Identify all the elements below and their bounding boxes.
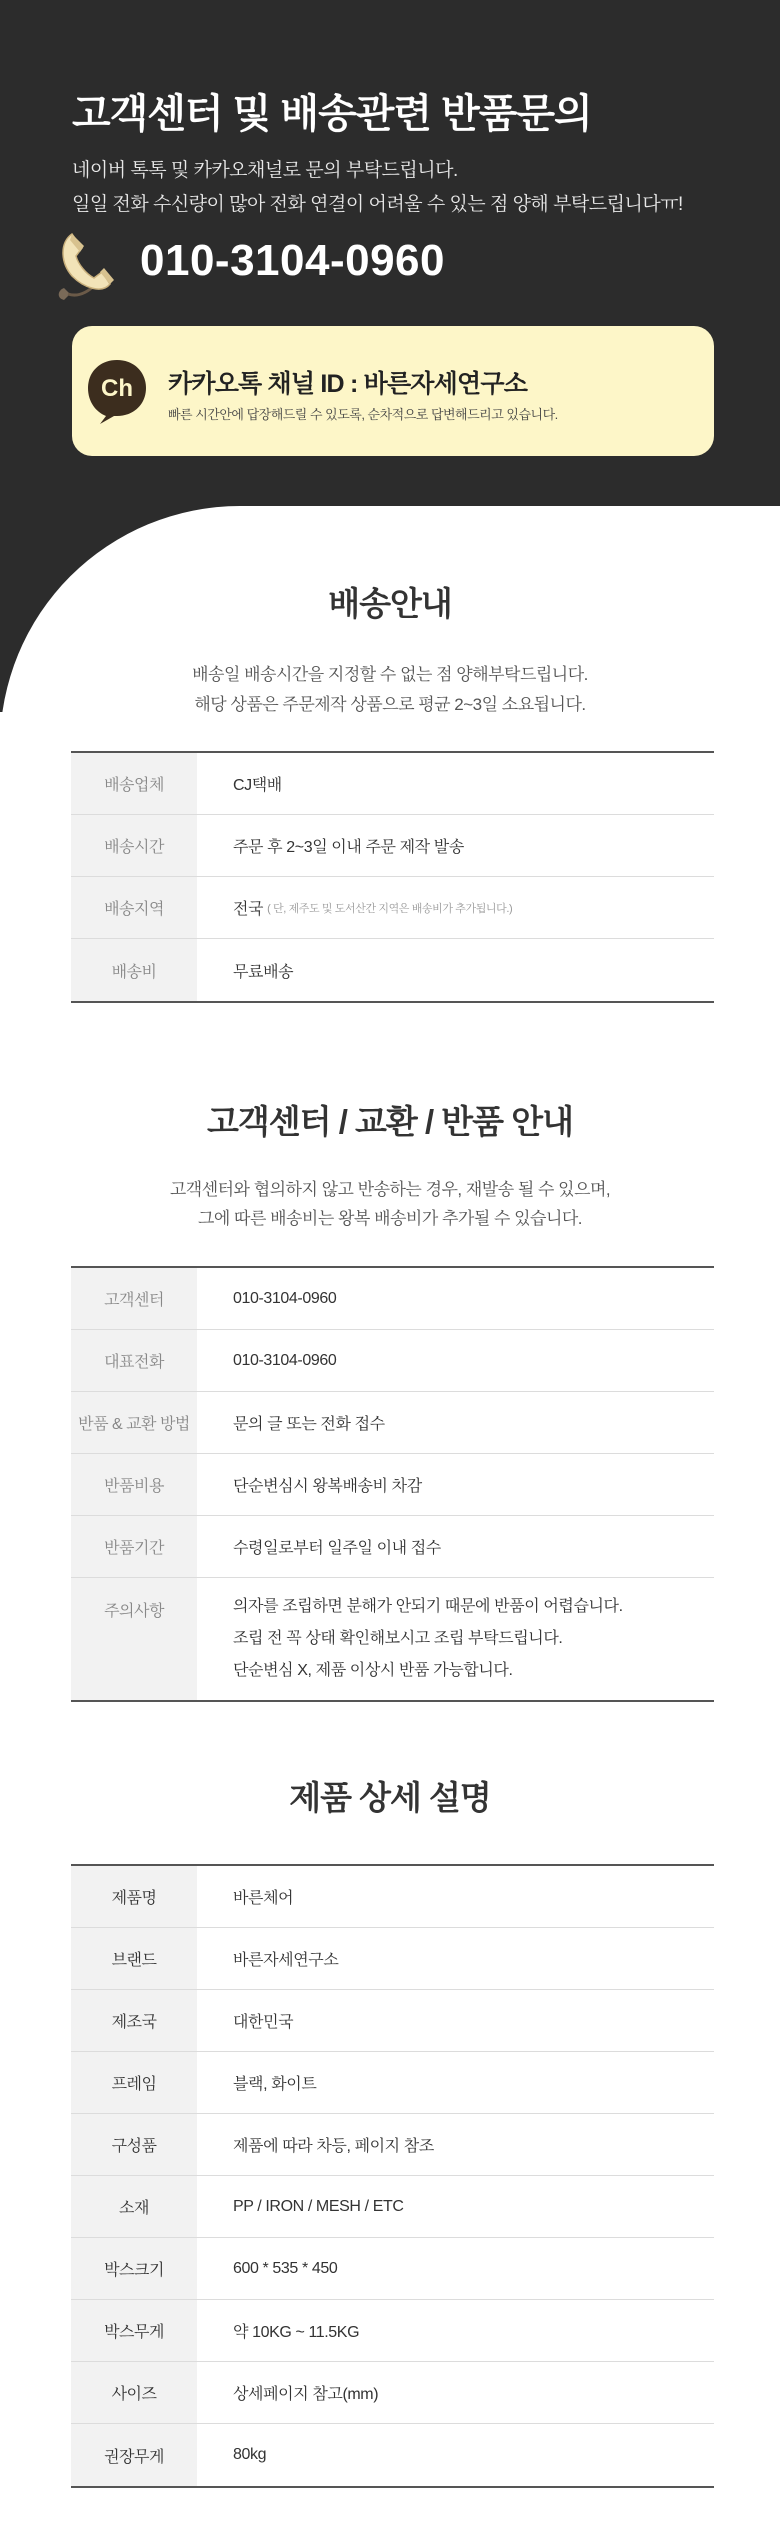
row-label: 구성품: [71, 2114, 197, 2175]
row-value: CJ택배: [233, 777, 282, 794]
shipping-desc-line-2: 해당 상품은 주문제작 상품으로 평균 2~3일 소요됩니다.: [194, 695, 586, 714]
table-row: [71, 2176, 714, 2238]
table-row: [71, 2424, 714, 2486]
row-label: 반품기간: [71, 1516, 197, 1577]
row-value: 문의 글 또는 전화 접수: [233, 1416, 385, 1433]
row-label: 반품비용: [71, 1454, 197, 1515]
table-row: [71, 877, 714, 939]
table-row: [71, 2300, 714, 2362]
table-row: [71, 1928, 714, 1990]
table-row: [71, 753, 714, 815]
row-label: 대표전화: [71, 1330, 197, 1391]
table-row: [71, 1330, 714, 1392]
table-row: [71, 2052, 714, 2114]
phone-icon: [50, 228, 130, 308]
contact-notice-line-2: 일일 전화 수신량이 많아 전화 연결이 어려울 수 있는 점 양해 부탁드립니다ㅠ!: [72, 194, 683, 215]
row-label: 브랜드: [71, 1928, 197, 1989]
row-value-note: ( 단, 제주도 및 도서산간 지역은 배송비가 추가됩니다.): [267, 902, 513, 915]
service-section-title: 고객센터 / 교환 / 반품 안내: [207, 1103, 573, 1140]
service-desc-line-2: 그에 따른 배송비는 왕복 배송비가 추가될 수 있습니다.: [197, 1209, 583, 1228]
row-value: 제품에 따라 차등, 페이지 참조: [233, 2138, 434, 2155]
row-value: 바른자세연구소: [233, 1952, 339, 1969]
contact-notice-line-1: 네이버 톡톡 및 카카오채널로 문의 부탁드립니다.: [72, 160, 458, 181]
service-table: [71, 1266, 714, 1702]
row-label: 제조국: [71, 1990, 197, 2051]
kakao-channel-box[interactable]: [72, 326, 714, 456]
row-value: 주문 후 2~3일 이내 주문 제작 발송: [233, 839, 464, 856]
row-label: 배송시간: [71, 815, 197, 876]
row-label: 배송지역: [71, 877, 197, 938]
row-value: 010-3104-0960: [233, 1351, 337, 1369]
table-row: [71, 1392, 714, 1454]
table-row: [71, 1454, 714, 1516]
caution-line: 단순변심 X, 제품 이상시 반품 가능합니다.: [233, 1662, 513, 1679]
row-value: 약 10KG ~ 11.5KG: [233, 2324, 360, 2341]
table-row: [71, 1578, 714, 1700]
product-table: [71, 1864, 714, 2488]
row-label: 배송업체: [71, 753, 197, 814]
table-row: [71, 815, 714, 877]
page-title: 고객센터 및 배송관련 반품문의: [72, 92, 592, 136]
table-row: [71, 2238, 714, 2300]
row-value-cell: [197, 877, 714, 938]
row-label: 주의사항: [71, 1578, 197, 1700]
caution-line: 의자를 조립하면 분해가 안되기 때문에 반품이 어렵습니다.: [233, 1598, 623, 1615]
shipping-section-title: 배송안내: [328, 585, 452, 622]
service-desc-line-1: 고객센터와 협의하지 않고 반송하는 경우, 재발송 될 수 있으며,: [169, 1180, 611, 1199]
table-row: [71, 2114, 714, 2176]
row-value: PP / IRON / MESH / ETC: [233, 2197, 404, 2215]
caution-line: 조립 전 꼭 상태 확인해보시고 조립 부탁드립니다.: [233, 1630, 563, 1647]
row-value: 010-3104-0960: [233, 1289, 337, 1307]
row-value: 블랙, 화이트: [233, 2076, 317, 2093]
row-label: 제품명: [71, 1866, 197, 1927]
table-row: [71, 1268, 714, 1330]
table-row: [71, 2362, 714, 2424]
row-value: 수령일로부터 일주일 이내 접수: [233, 1540, 441, 1557]
phone-number-link[interactable]: 010-3104-0960: [140, 236, 445, 285]
shipping-table: [71, 751, 714, 1003]
row-value: 무료배송: [233, 963, 294, 981]
row-label: 박스무게: [71, 2300, 197, 2361]
row-label: 권장무게: [71, 2424, 197, 2486]
kakao-badge-text: Ch: [101, 375, 133, 402]
table-row: [71, 939, 714, 1001]
table-row: [71, 1516, 714, 1578]
caution-lines: [197, 1578, 714, 1700]
row-value: 바른체어: [233, 1890, 294, 1907]
table-row: [71, 1990, 714, 2052]
row-label: 소재: [71, 2176, 197, 2237]
row-value: 80kg: [233, 2446, 267, 2463]
row-value: 단순변심시 왕복배송비 차감: [233, 1478, 422, 1495]
shipping-desc-line-1: 배송일 배송시간을 지정할 수 없는 점 양해부탁드립니다.: [192, 665, 588, 684]
row-label: 사이즈: [71, 2362, 197, 2423]
row-label: 배송비: [71, 939, 197, 1001]
row-value: 대한민국: [233, 2014, 294, 2031]
row-label: 프레임: [71, 2052, 197, 2113]
row-label: 박스크기: [71, 2238, 197, 2299]
product-section-title: 제품 상세 설명: [289, 1779, 491, 1816]
table-row: [71, 1866, 714, 1928]
kakao-channel-desc: 빠른 시간안에 답장해드릴 수 있도록, 순차적으로 답변해드리고 있습니다.: [168, 407, 558, 422]
row-value: 600 * 535 * 450: [233, 2259, 338, 2277]
kakao-channel-title: 카카오톡 채널 ID : 바른자세연구소: [168, 370, 528, 398]
kakao-channel-icon: [86, 358, 148, 424]
row-label: 고객센터: [71, 1268, 197, 1329]
row-value: 상세페이지 참고(mm): [233, 2386, 379, 2403]
row-value: 전국: [233, 901, 264, 918]
row-label: 반품 & 교환 방법: [71, 1392, 197, 1453]
